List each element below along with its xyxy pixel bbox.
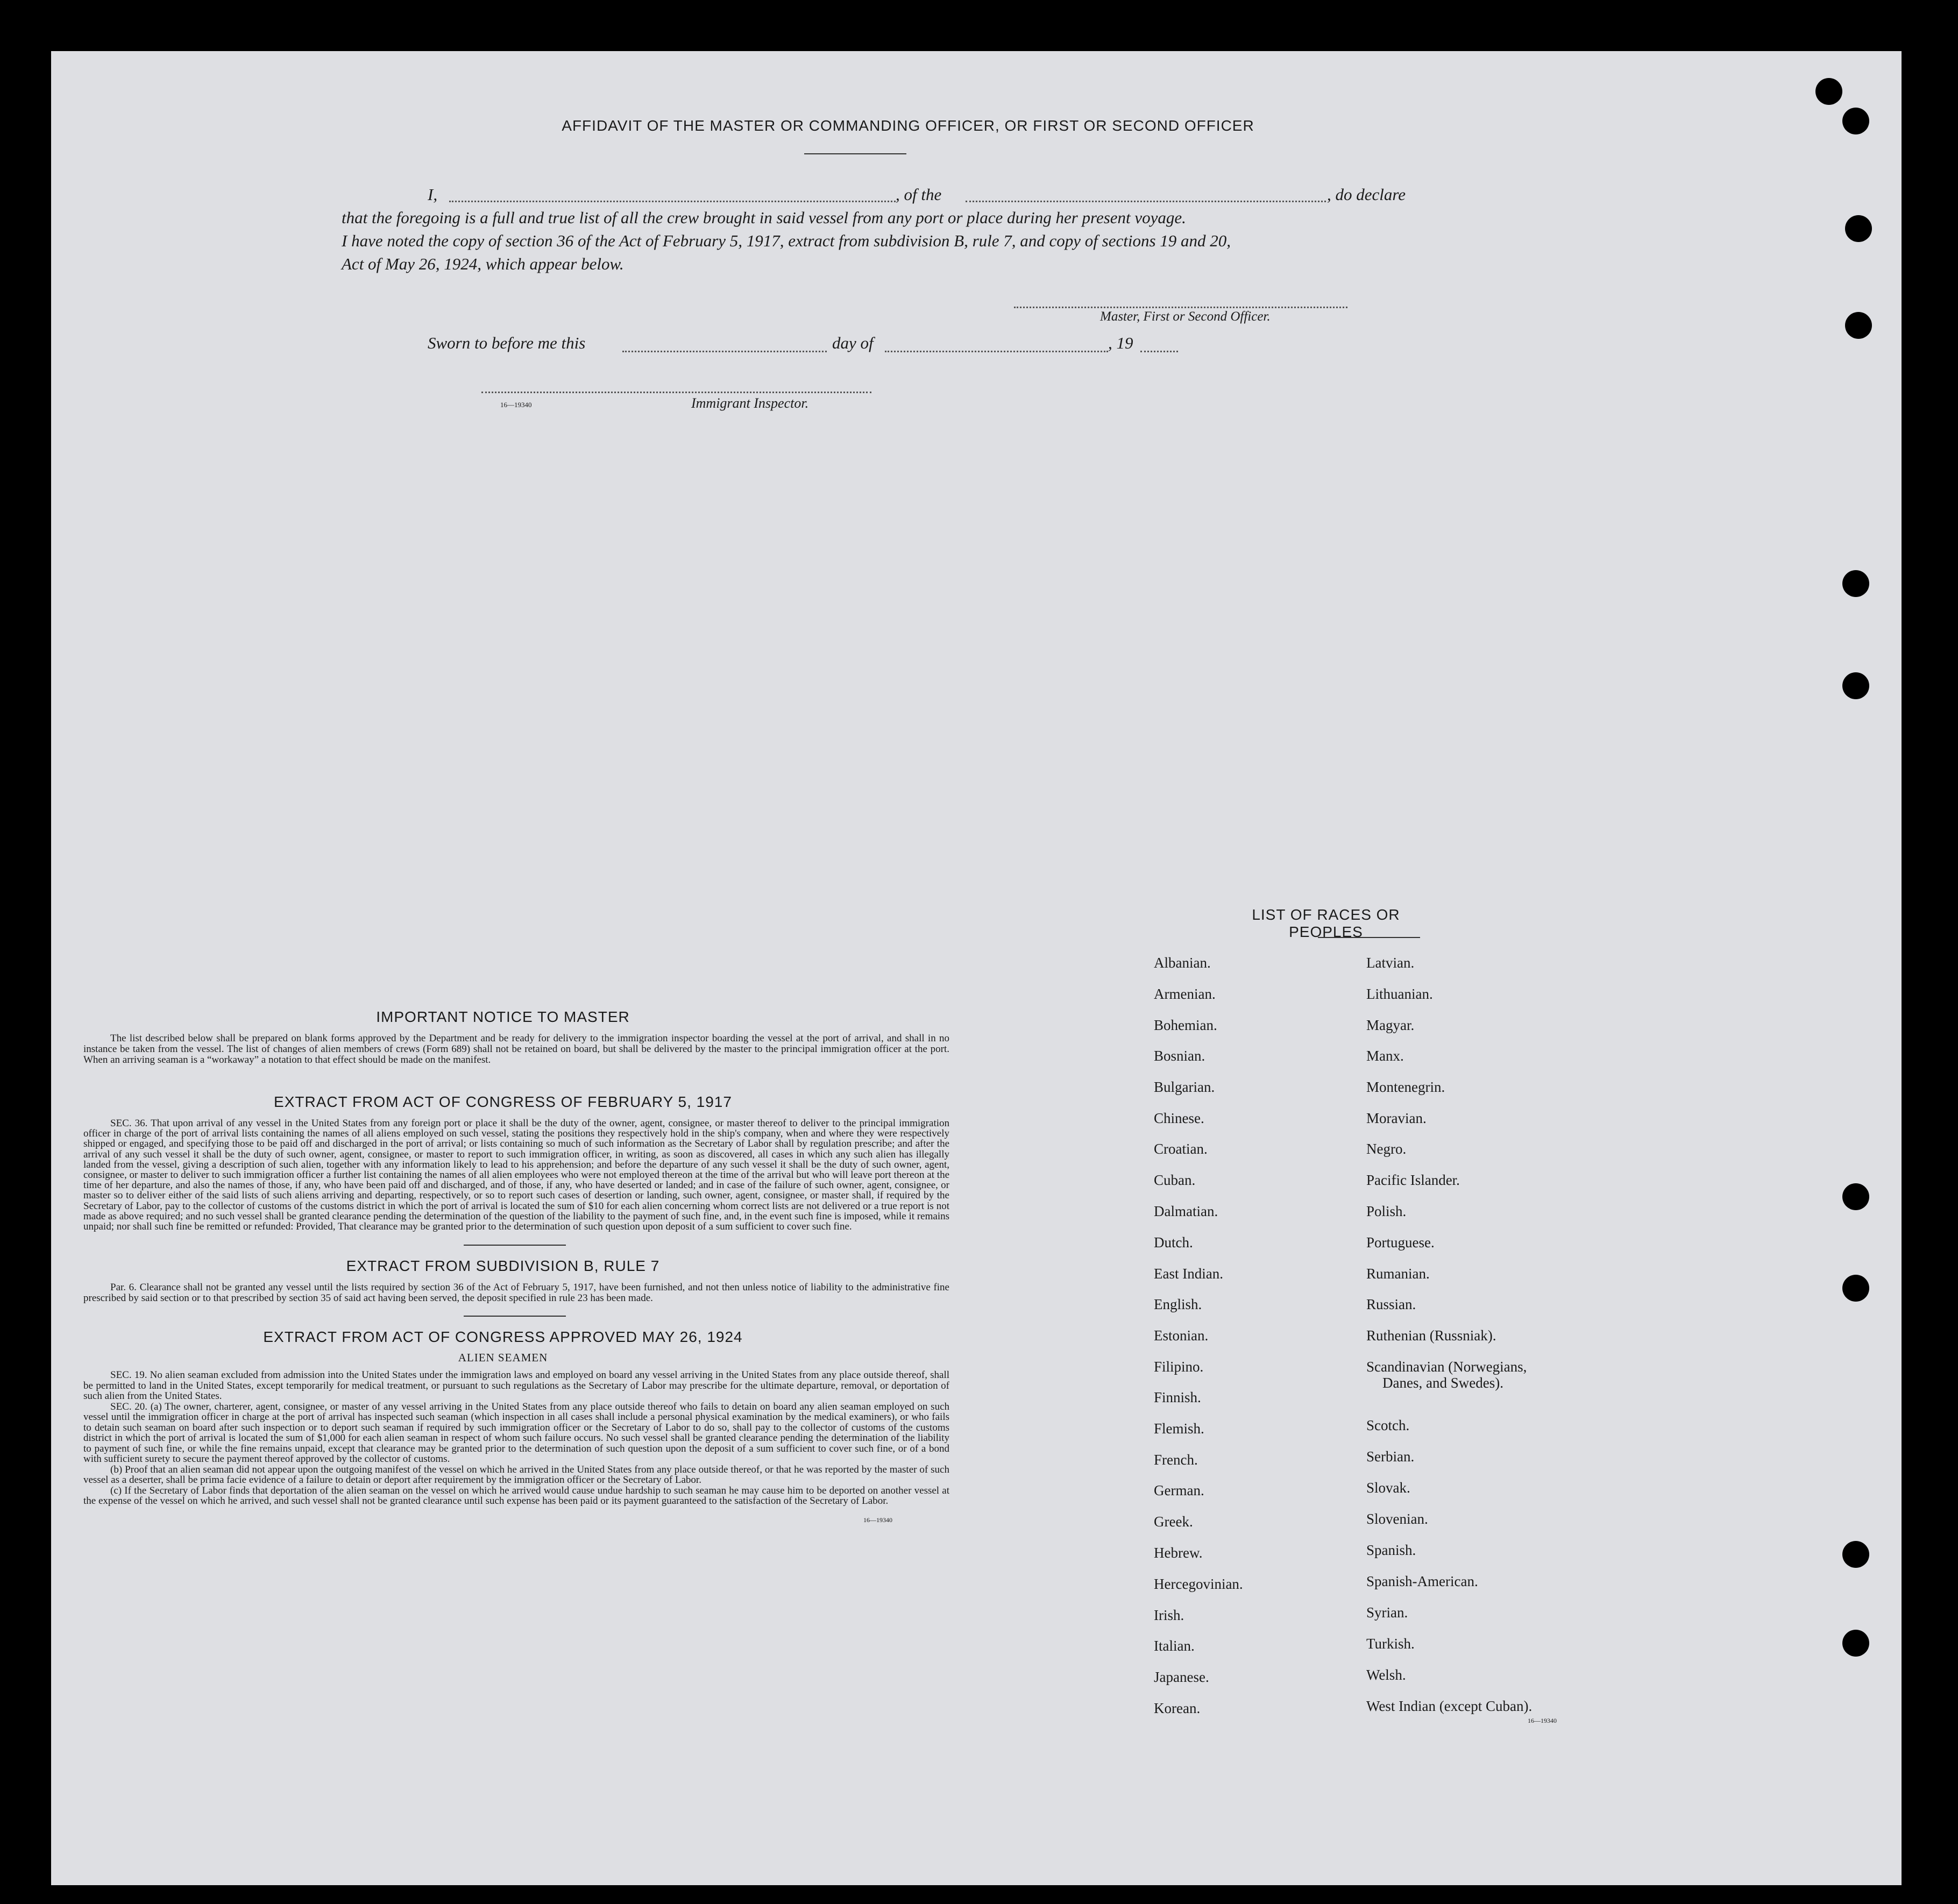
vessel-blank[interactable] bbox=[966, 201, 1326, 202]
race-item: Slovenian. bbox=[1366, 1511, 1428, 1527]
race-item: Estonian. bbox=[1154, 1327, 1209, 1344]
race-item: Hebrew. bbox=[1154, 1545, 1203, 1561]
binder-hole bbox=[1845, 312, 1872, 339]
divider bbox=[1318, 937, 1420, 938]
extract-1924-title: EXTRACT FROM ACT OF CONGRESS APPROVED MAY 26, 1924 bbox=[263, 1328, 743, 1346]
rule7-title: EXTRACT FROM SUBDIVISION B, RULE 7 bbox=[346, 1258, 660, 1275]
race-item: Croatian. bbox=[1154, 1141, 1208, 1157]
race-item: Irish. bbox=[1154, 1607, 1184, 1623]
affidavit-body bbox=[342, 183, 1428, 275]
race-item: Magyar. bbox=[1366, 1017, 1415, 1033]
affidavit-title: AFFIDAVIT OF THE MASTER OR COMMANDING OFFICER, OR FIRST OR SECOND OFFICER bbox=[562, 117, 1254, 134]
of-the-label: , of the bbox=[896, 185, 942, 204]
binder-hole bbox=[1842, 672, 1869, 699]
race-item: Korean. bbox=[1154, 1700, 1201, 1716]
inspector-caption: Immigrant Inspector. bbox=[691, 395, 809, 411]
sworn-year-blank[interactable] bbox=[1140, 351, 1178, 352]
binder-hole bbox=[1815, 78, 1842, 105]
race-item: French. bbox=[1154, 1452, 1198, 1468]
race-item: Serbian. bbox=[1366, 1448, 1415, 1465]
race-item: Armenian. bbox=[1154, 986, 1216, 1002]
race-item: Italian. bbox=[1154, 1638, 1195, 1654]
binder-hole bbox=[1842, 1541, 1869, 1568]
divider bbox=[464, 1245, 566, 1246]
i-label: I, bbox=[428, 185, 438, 204]
race-item: Latvian. bbox=[1366, 955, 1415, 971]
binder-hole bbox=[1842, 108, 1869, 134]
sworn-day-blank[interactable] bbox=[622, 351, 827, 352]
race-item: Montenegrin. bbox=[1366, 1079, 1445, 1095]
sec20a-body: SEC. 20. (a) The owner, charterer, agent, consignee, or master of any vessel arriving in the United States from any place outside thereof who fails to detain on board any alien seaman employed on such vessel until the immigration officer in charge at the port of arrival has inspected such seaman (which inspection in all cases shall include a personal physical examination by the medical examiners), or who fails to detain such seaman on board after such inspection or to deport such seaman if required by such immigration officer or the Secretary of Labor to do so, shall pay to the collector of customs of the customs district in which the port of arrival is located the sum of $1,000 for each alien seaman in respect of whom such failure occurs. No such vessel shall be granted clearance pending the determination of the liability to payment of such fine, or while the fine remains unpaid, except that clearance may be granted prior to the determination of such question upon the deposit of a sum sufficient to cover such fine, or of a bond with sufficient surety to secure the payment thereof approved by the collector of customs. bbox=[83, 1401, 949, 1465]
race-item: Spanish. bbox=[1366, 1542, 1416, 1558]
sworn-label: Sworn to before me this bbox=[428, 333, 586, 352]
affidavit-line-3: I have noted the copy of section 36 of the Act of February 5, 1917, extract from subdivision B, rule 7, and copy of sections 19 and 20, bbox=[342, 231, 1231, 250]
binder-hole bbox=[1845, 215, 1872, 242]
race-item: Hercegovinian. bbox=[1154, 1576, 1243, 1592]
race-item: Flemish. bbox=[1154, 1420, 1204, 1437]
race-item: Turkish. bbox=[1366, 1636, 1415, 1652]
sec20b-body: (b) Proof that an alien seaman did not appear upon the outgoing manifest of the vessel on which he arrived in the United States from any place outside thereof, or that he was reported by the master of such vessel as a deserter, shall be prima facie evidence of a failure to detain or deport after requirement by the immigration officer or the Secretary of Labor. bbox=[83, 1463, 949, 1486]
binder-hole bbox=[1842, 1275, 1869, 1302]
binder-hole bbox=[1842, 1630, 1869, 1657]
divider bbox=[804, 153, 906, 154]
race-item: Moravian. bbox=[1366, 1110, 1427, 1126]
races-title: LIST OF RACES OR PEOPLES bbox=[1252, 906, 1400, 940]
sec20c-body: (c) If the Secretary of Labor finds that deportation of the alien seaman on the vessel on which he arrived would cause undue hardship to such seaman he may cause him to be deported on another vessel at the expense of the vessel on which he arrived, and such vessel shall not be granted clearance until such expense has been paid or its payment guaranteed to the satisfaction of the Secretary of Labor. bbox=[83, 1484, 949, 1507]
race-item: English. bbox=[1154, 1296, 1202, 1312]
race-item: Danes, and Swedes). bbox=[1382, 1375, 1503, 1391]
binder-hole bbox=[1842, 570, 1869, 597]
race-item: Cuban. bbox=[1154, 1172, 1196, 1188]
binder-hole bbox=[1842, 1183, 1869, 1210]
race-item: Welsh. bbox=[1366, 1667, 1406, 1683]
race-item: Manx. bbox=[1366, 1048, 1404, 1064]
race-item: Chinese. bbox=[1154, 1110, 1204, 1126]
officer-signature-blank[interactable] bbox=[1014, 307, 1347, 308]
race-item: Polish. bbox=[1366, 1203, 1407, 1219]
affidavit-line-2: that the foregoing is a full and true list of all the crew brought in said vessel from any port or place during her present voyage. bbox=[342, 208, 1186, 227]
race-item: Syrian. bbox=[1366, 1604, 1408, 1621]
sec19-body: SEC. 19. No alien seaman excluded from admission into the United States under the immigration laws and employed on board any vessel arriving in the United States from any place outside thereof, shall be permitted to land in the United States, except temporarily for medical treatment, or pursuant to such regulations as the Secretary of Labor may prescribe for the ultimate departure, removal, or deportation of such alien from the United States. bbox=[83, 1369, 949, 1402]
race-item: Albanian. bbox=[1154, 955, 1211, 971]
races-form-number: 16—19340 bbox=[1528, 1717, 1557, 1724]
extracts-form-number: 16—19340 bbox=[863, 1516, 892, 1524]
race-item: German. bbox=[1154, 1482, 1204, 1498]
race-item: West Indian (except Cuban). bbox=[1366, 1698, 1533, 1714]
race-item: Bulgarian. bbox=[1154, 1079, 1215, 1095]
day-of-label: day of bbox=[832, 333, 874, 352]
race-item: Negro. bbox=[1366, 1141, 1407, 1157]
race-item: Ruthenian (Russniak). bbox=[1366, 1327, 1496, 1344]
races-right-column bbox=[1366, 955, 1668, 1778]
affidavit-form-number: 16—19340 bbox=[500, 401, 532, 409]
form-sheet bbox=[51, 51, 1902, 1885]
race-item: Slovak. bbox=[1366, 1480, 1410, 1496]
race-item: Bohemian. bbox=[1154, 1017, 1217, 1033]
affidavit-line-4: Act of May 26, 1924, which appear below. bbox=[342, 254, 624, 273]
race-item: Bosnian. bbox=[1154, 1048, 1205, 1064]
race-item: Scandinavian (Norwegians, bbox=[1366, 1359, 1527, 1375]
race-item: Dutch. bbox=[1154, 1234, 1193, 1251]
sworn-month-blank[interactable] bbox=[885, 351, 1108, 352]
race-item: Japanese. bbox=[1154, 1669, 1209, 1685]
extract-1924-subtitle: ALIEN SEAMEN bbox=[458, 1351, 548, 1365]
year-label: , 19 bbox=[1108, 333, 1133, 352]
sworn-line bbox=[428, 333, 1181, 355]
extract-1917-body: SEC. 36. That upon arrival of any vessel in the United States from any foreign port or place it shall be the duty of the owner, agent, consignee, or master thereof to deliver to the principal immigration officer in charge of the port of arrival lists containing the names of all aliens employed on such vessel, stating the positions they respectively hold in the ship's company, when and where they were respectively shipped or engaged, and specifying those to be paid off and discharged in the port of arrival; or lists containing so much of such information as the Secretary of Labor shall by regulation prescribe; and after the arrival of any such vessel it shall be the duty of such owner, agent, consignee, or master to report to such immigration officer, in writing, as soon as discovered, all cases in which any such alien has illegally landed from the vessel, giving a description of such alien, together with any information likely to lead to his apprehension; and before the departure of any such vessel it shall be the duty of such owner, agent, consignee, or master to deliver to such immigration officer a further list containing the names of all alien employees who were not employed thereon at the time of the arrival but who will leave port thereon at the time of her departure, and also the names of those, if any, who have been paid off and discharged, and of those, if any, who have deserted or landed; and in case of the failure of such owner, agent, consignee, or master so to deliver either of the said lists of such aliens arriving and departing, respectively, or so to report such cases of desertion or landing, such owner, agent, consignee, or master shall, if required by the Secretary of Labor, pay to the collector of customs of the customs district in which the port of arrival is located the sum of $10 for each alien concerning whom correct lists are not delivered or a true report is not made as above required; and no such vessel shall be granted clearance pending the determination of the question of the liability to the payment of such fine, and, in the event such fine is imposed, while it remains unpaid; nor shall such fine be remitted or refunded: Provided, That clearance may be granted prior to the determination of such question upon deposit of a sum sufficient to cover such fine. bbox=[83, 1118, 949, 1233]
race-item: Portuguese. bbox=[1366, 1234, 1435, 1251]
race-item: Greek. bbox=[1154, 1514, 1193, 1530]
race-item: Lithuanian. bbox=[1366, 986, 1433, 1002]
races-left-column bbox=[1154, 955, 1358, 1778]
notice-title: IMPORTANT NOTICE TO MASTER bbox=[376, 1008, 630, 1025]
name-blank[interactable] bbox=[449, 201, 896, 202]
race-item: Scotch. bbox=[1366, 1417, 1410, 1433]
notice-body: The list described below shall be prepared on blank forms approved by the Department and be ready for delivery to the immigration inspector boarding the vessel at the port of arrival, and shall in no instance be taken from the vessel. The list of changes of alien members of crews (Form 689) shall not be retained on board, but shall be delivered by the master to the principal immigration officer at the port. When an arriving seaman is a “workaway” a notation to that effect should be made on the manifest. bbox=[83, 1033, 949, 1065]
race-item: Spanish-American. bbox=[1366, 1573, 1478, 1589]
race-item: Dalmatian. bbox=[1154, 1203, 1218, 1219]
officer-caption: Master, First or Second Officer. bbox=[1100, 309, 1271, 324]
race-item: East Indian. bbox=[1154, 1266, 1223, 1282]
inspector-signature-blank[interactable] bbox=[481, 392, 871, 393]
race-item: Rumanian. bbox=[1366, 1266, 1430, 1282]
do-declare-label: , do declare bbox=[1327, 185, 1406, 204]
race-item: Filipino. bbox=[1154, 1359, 1204, 1375]
rule7-body: Par. 6. Clearance shall not be granted any vessel until the lists required by section 36 of the Act of February 5, 1917, have been furnished, and not then unless notice of liability to the administrative fine prescribed by said section or to that prescribed by section 35 of said act having been served, the deposit specified in rule 23 has been made. bbox=[83, 1282, 949, 1304]
race-item: Finnish. bbox=[1154, 1389, 1201, 1405]
race-item: Russian. bbox=[1366, 1296, 1416, 1312]
extract-1917-title: EXTRACT FROM ACT OF CONGRESS OF FEBRUARY 5, 1917 bbox=[274, 1093, 732, 1110]
extracts-column bbox=[83, 1008, 949, 1524]
divider bbox=[464, 1316, 566, 1317]
race-item: Pacific Islander. bbox=[1366, 1172, 1460, 1188]
